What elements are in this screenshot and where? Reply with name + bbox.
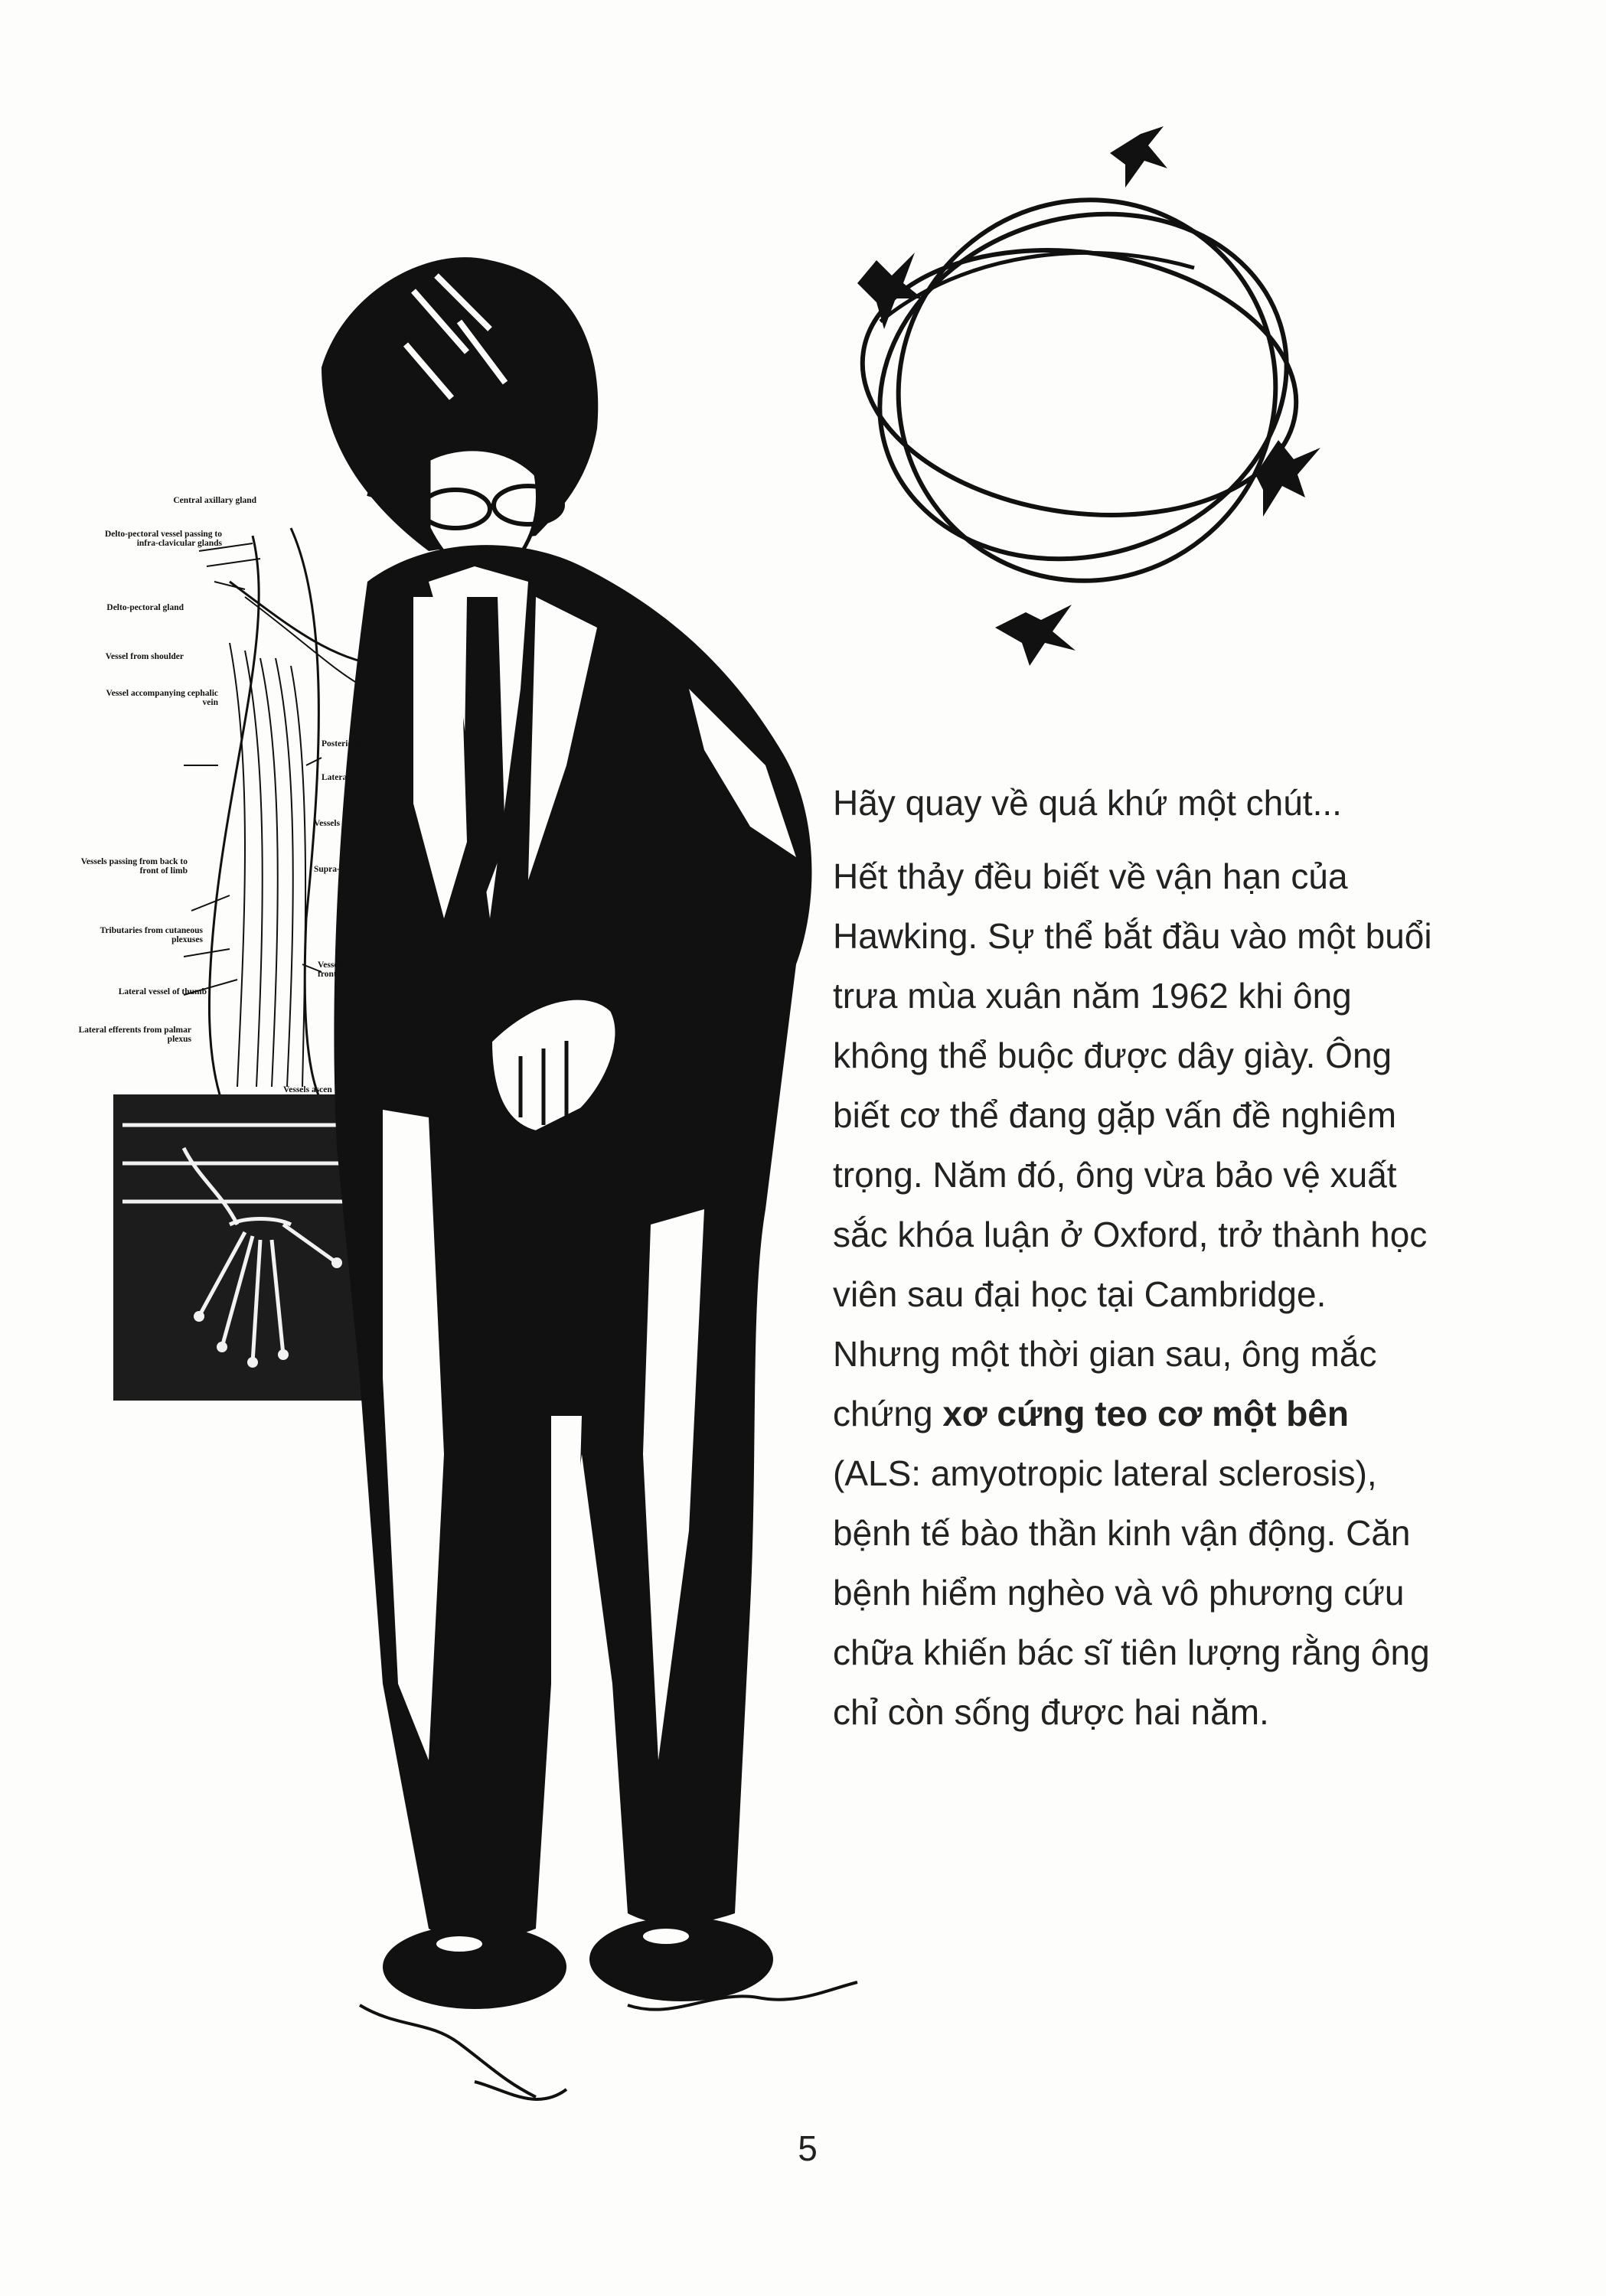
anatomy-label: Delto-pectoral gland (106, 603, 184, 612)
hand-xray-image (113, 1094, 374, 1401)
paragraph-text: Hết thảy đều biết về vận hạn của Hawking. Sự thể bắt đầu vào một buổi trưa mùa xuân năm 1962 khi ông không thể buộc được dây giày. Ông biết cơ thể đang gặp vấn đề nghiêm trọng. Năm đó, ông vừa bảo vệ xuất sắc khóa luận ở Oxford, trở thành học viên sau đại học tại Cambridge. Nhưng một thời gian sau, ông mắc chứng (833, 856, 1432, 1433)
body-text-column (833, 773, 1438, 1756)
paragraph-text: (ALS: amyotropic lateral sclerosis), bệnh tế bào thần kinh vận động. Căn bệnh hiểm nghèo và vô phương cứu chữa khiến bác sĩ tiên lượng rằng ông chỉ còn sống được hai năm. (833, 1453, 1430, 1732)
anatomy-label: Tributaries from cutaneous plexuses (100, 926, 203, 944)
disease-term: xơ cứng teo cơ một bên (942, 1394, 1349, 1433)
anatomy-label: Supra-trc glands (314, 865, 377, 874)
anatomy-label: Vessels passing from back to front of limb (80, 857, 188, 876)
orbit-atom-icon (829, 131, 1345, 650)
swallow-birds-icon (857, 126, 1320, 666)
man-figure (322, 257, 857, 2099)
anatomy-label: Vessels a ing basili (314, 819, 384, 828)
anatomy-label: Vessels from ba front of (318, 960, 377, 979)
page-number: 5 (798, 2128, 818, 2168)
main-paragraph (833, 846, 1438, 1742)
anatomy-label: Lateral efferents from palmar plexus (78, 1026, 191, 1044)
anatomy-label: Lateral s gland (322, 773, 379, 782)
anatomy-label: Delto-pectoral vessel passing to infra-clavicular glands (105, 530, 222, 548)
anatomy-label: Central axillary gland (173, 496, 256, 505)
intro-paragraph: Hãy quay về quá khứ một chút... (833, 783, 1342, 823)
anatomy-label: Posterio gland (322, 739, 376, 748)
anatomy-label: Lateral vessel of thumb (118, 987, 207, 996)
anatomy-label: Vessel accompanying cephalic vein (106, 689, 218, 707)
anatomy-label: Vessels ascen (283, 1085, 332, 1094)
anatomy-label: Vessel from shoulder (105, 652, 184, 661)
